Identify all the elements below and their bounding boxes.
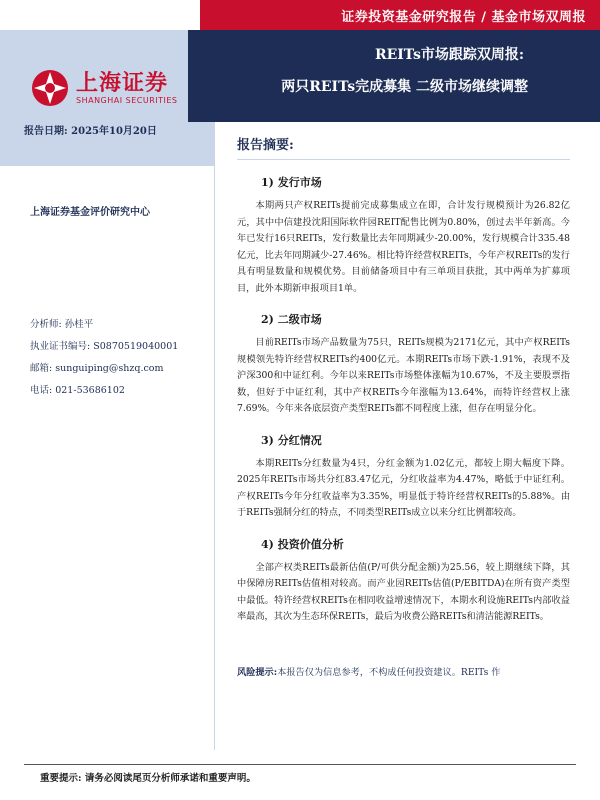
section-heading: 4) 投资价值分析 [261, 537, 344, 551]
report-date: 报告日期: 2025年10月20日 [24, 126, 157, 137]
shanghai-securities-logo-icon [30, 68, 70, 108]
section-body: 全部产权类REITs最新估值(P/可供分配金额)为25.56，较上期继续下降，其中保障房REITs估值相对较高。而产业园REITs估值(P/EBITDA)在所有资产类型中最低。特许经营权REITs在相同收益增速情况下，本期水利设施REITs内部收益率最高，其次为生态环保REITs，最后为收费公路REITs和清洁能源REITs。 [237, 561, 570, 622]
section-heading: 2) 二级市场 [261, 313, 322, 326]
analyst-name: 分析师: 孙桂平 [30, 319, 94, 330]
section-heading: 1) 发行市场 [261, 176, 322, 189]
brand-logo [30, 68, 178, 108]
summary-divider [237, 159, 570, 160]
risk-label: 风险提示: [237, 667, 278, 678]
research-center: 上海证券基金评价研究中心 [30, 207, 150, 218]
brand-name-en: SHANGHAI SECURITIES [76, 95, 178, 105]
analyst-info [30, 314, 178, 402]
analyst-email[interactable]: 邮箱: sunguiping@shzq.com [30, 363, 164, 374]
top-bar [200, 0, 600, 30]
report-title: REITs市场跟踪双周报: [374, 47, 524, 63]
risk-warning [237, 664, 570, 678]
column-divider [214, 122, 215, 750]
analyst-phone: 电话: 021-53686102 [30, 385, 125, 396]
brand-name-cn: 上海证券 [76, 70, 169, 96]
summary-title: 报告摘要: [237, 138, 294, 153]
analyst-license: 执业证书编号: S0870519040001 [30, 341, 179, 352]
report-summary [237, 134, 570, 640]
footer-divider [24, 764, 576, 765]
section-body: 目前REITs市场产品数量为75只，REITs规模为2171亿元，其中产权REITs规模领先特许经营权REITs约400亿元。本期REITs市场下跌-1.91%，表现不及沪深300和中证红利。今年以来REITs市场整体涨幅为10.67%，不及主要股票指数，但好于中证红利，其中产权REITs今年涨幅为13.64%，而特许经营权上涨7.69%。今年来各底层资产类型REITs都不同程度上涨，但存在明显分化。 [237, 337, 570, 414]
section-heading: 3) 分红情况 [261, 433, 322, 447]
title-box [188, 30, 600, 122]
top-bar-text: 证券投资基金研究报告 / 基金市场双周报 [341, 10, 586, 25]
report-subtitle: 两只REITs完成募集 二级市场继续调整 [281, 79, 528, 95]
section-body: 本期两只产权REITs提前完成募集成立在即，合计发行规模预计为26.82亿元，其中中信建投沈阳国际软件园REIT配售比例为0.80%，创过去半年新高。今年已发行16只REITs，发行数量比去年同期减少-20.00%，发行规模合计335.48亿元，比去年同期减少-27.46%。相比特许经营权REITs，今年产权REITs的发行具有明显数量和规模优势。目前储备项目中有三单项目获批，其中两单为扩募项目，此外本期新申报项目1单。 [237, 200, 570, 294]
section-body: 本期REITs分红数量为4只，分红金额为1.02亿元，都较上期大幅度下降。2025年REITs市场共分红83.47亿元，分红收益率为4.47%，略低于中证红利。产权REITs今年分红收益率为3.35%，明显低于特许经营权REITs的5.88%。由于REITs强制分红的特点，不同类型REITs成立以来分红比例都较高。 [237, 457, 570, 518]
risk-text: 本报告仅为信息参考，不构成任何投资建议。REITs 作 [277, 667, 501, 678]
footer-notice: 重要提示: 请务必阅读尾页分析师承诺和重要声明。 [40, 773, 256, 784]
